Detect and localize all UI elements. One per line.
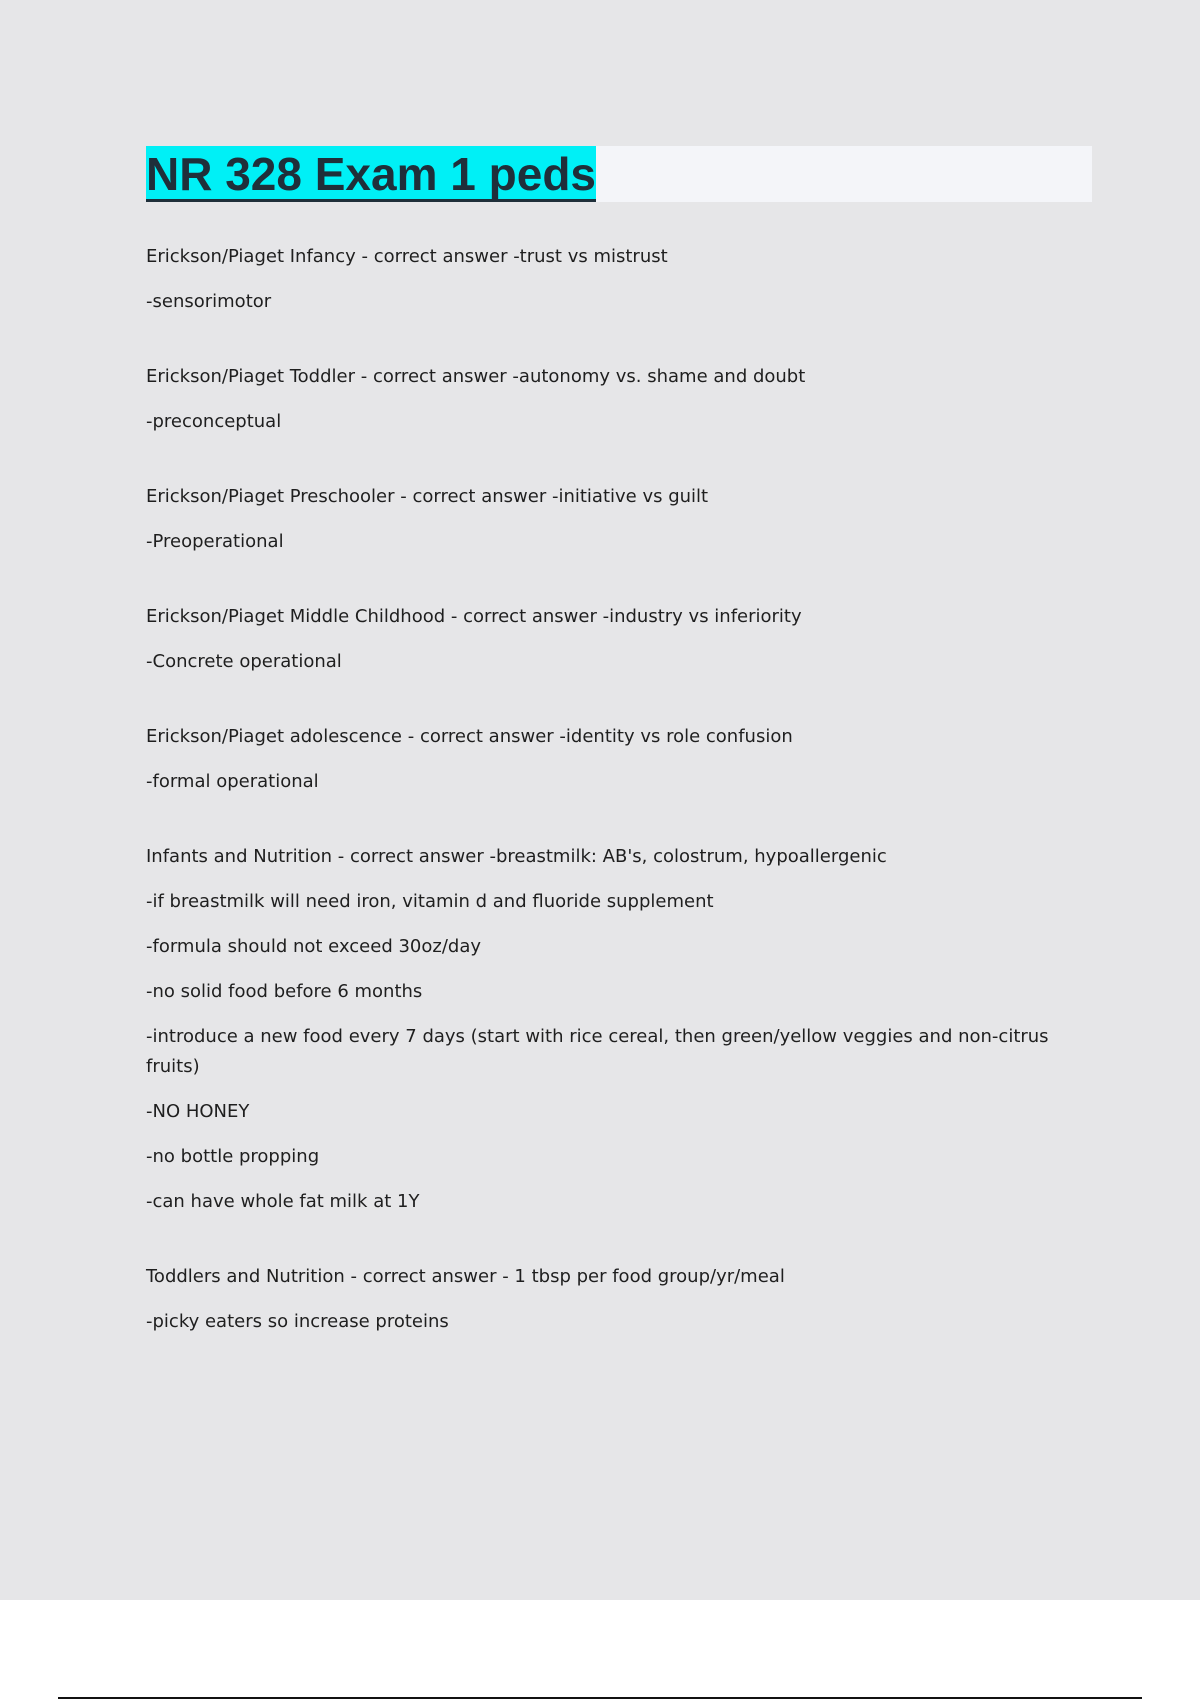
entry-toddler <box>146 362 1066 437</box>
entry-answer-line: -formal operational <box>146 771 319 792</box>
document-title: NR 328 Exam 1 peds <box>146 148 597 200</box>
entry-answer-line: -preconceptual <box>146 411 282 432</box>
entry-question-line: Erickson/Piaget adolescence - correct answer -identity vs role confusion <box>146 726 793 747</box>
entry-answer-line: -if breastmilk will need iron, vitamin d and fluoride supplement <box>146 891 714 912</box>
entry-question-line: Erickson/Piaget Toddler - correct answer -autonomy vs. shame and doubt <box>146 366 806 387</box>
footer-divider <box>58 1697 1142 1699</box>
entry-answer-line: -formula should not exceed 30oz/day <box>146 936 482 957</box>
entry-answer-line: -sensorimotor <box>146 291 272 312</box>
entry-answer-line: -NO HONEY <box>146 1101 250 1122</box>
entry-answer-line: -can have whole fat milk at 1Y <box>146 1191 420 1212</box>
entry-answer-line: -picky eaters so increase proteins <box>146 1311 449 1332</box>
entry-answer-line: -Preoperational <box>146 531 284 552</box>
entry-question-line: Erickson/Piaget Middle Childhood - correct answer -industry vs inferiority <box>146 606 802 627</box>
entry-infants-nutrition <box>146 842 1066 1217</box>
entry-adolescence <box>146 722 1066 797</box>
entry-question-line: Toddlers and Nutrition - correct answer - 1 tbsp per food group/yr/meal <box>146 1266 785 1287</box>
entry-question-line: Infants and Nutrition - correct answer -breastmilk: AB's, colostrum, hypoallergenic <box>146 846 887 867</box>
entry-infancy <box>146 242 1066 317</box>
entry-answer-line: -no bottle propping <box>146 1146 320 1167</box>
entry-answer-line: -Concrete operational <box>146 651 342 672</box>
entry-answer-line: -introduce a new food every 7 days (start with rice cereal, then green/yellow veggies and non-citrus fruits) <box>146 1026 1049 1077</box>
entry-question-line: Erickson/Piaget Preschooler - correct answer -initiative vs guilt <box>146 486 709 507</box>
document-body <box>146 242 1066 1382</box>
entry-middle-childhood <box>146 602 1066 677</box>
entry-preschooler <box>146 482 1066 557</box>
entry-toddlers-nutrition <box>146 1262 1066 1337</box>
entry-answer-line: -no solid food before 6 months <box>146 981 423 1002</box>
entry-question-line: Erickson/Piaget Infancy - correct answer -trust vs mistrust <box>146 246 668 267</box>
